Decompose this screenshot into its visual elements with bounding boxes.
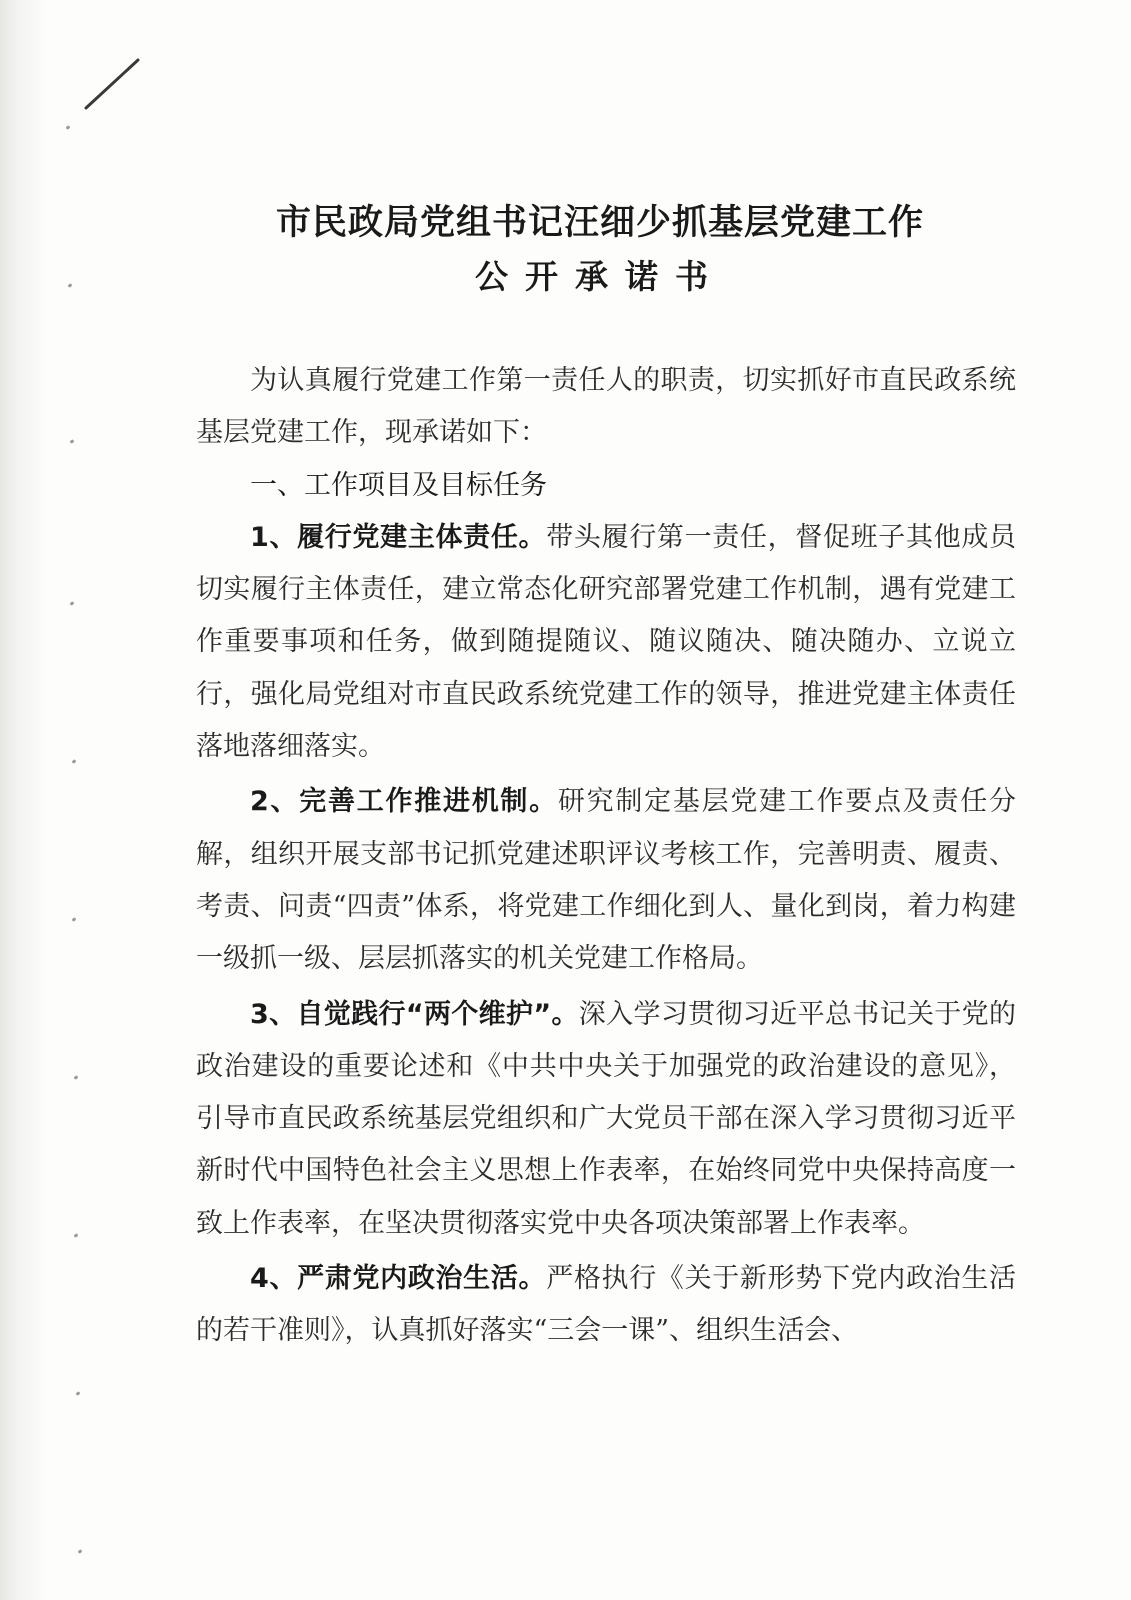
item-lead-2: 2、完善工作推进机制。 [250,786,558,818]
scan-edge-shadow [0,0,48,1600]
scan-speck [68,283,73,288]
item-lead-1: 1、履行党建主体责任。 [250,521,547,553]
scan-speck [74,1233,79,1238]
item-lead-3: 3、自觉践行“两个维护”。 [250,998,579,1030]
intro-paragraph: 为认真履行党建工作第一责任人的职责，切实抓好市直民政系统基层党建工作，现承诺如下： [196,365,1016,449]
scan-speck [72,917,77,922]
item-paragraph-2 [196,776,1016,985]
item-text-4: 严格执行《关于新形势下党内政治生活的若干准则》，认真抓好落实“三会一课”、组织生活会、 [196,1263,1016,1347]
document-title: 市民政局党组书记汪细少抓基层党建工作 [275,203,924,243]
scan-speck [78,1549,83,1554]
item-lead-4: 4、严肃党内政治生活。 [250,1263,547,1295]
pen-slash-mark [82,58,142,110]
scan-speck [74,1075,79,1080]
item-paragraph-3 [196,989,1016,1250]
document-body [196,355,1016,1358]
scan-speck [66,125,71,130]
item-paragraph-1 [196,512,1016,773]
document-subtitle: 公开承诺书 [475,257,725,296]
scan-speck [72,759,77,764]
item-paragraph-4 [196,1253,1016,1358]
scan-speck [70,439,75,444]
item-text-3: 深入学习贯彻习近平总书记关于党的政治建设的重要论述和《中共中央关于加强党的政治建设的意见》，引导市直民政系统基层党组织和广大党员干部在深入学习贯彻习近平新时代中国特色社会主义思想上作表率，在始终同党中央保持高度一致上作表率，在坚决贯彻落实党中央各项决策部署上作表率。 [196,998,1017,1239]
item-text-1: 带头履行第一责任，督促班子其他成员切实履行主体责任，建立常态化研究部署党建工作机制，遇有党建工作重要事项和任务，做到随提随议、随议随决、随决随办、立说立行，强化局党组对市直民政系统党建工作的领导，推进党建主体责任落地落细落实。 [196,521,1016,763]
item-text-2: 研究制定基层党建工作要点及责任分解，组织开展支部书记抓党建述职评议考核工作，完善明责、履责、考责、问责“四责”体系，将党建工作细化到人、量化到岗，着力构建一级抓一级、层层抓落实的机关党建工作格局。 [196,786,1016,975]
section-heading: 一、工作项目及目标任务 [250,469,547,501]
scan-speck [76,1391,81,1396]
scan-speck [70,601,75,606]
